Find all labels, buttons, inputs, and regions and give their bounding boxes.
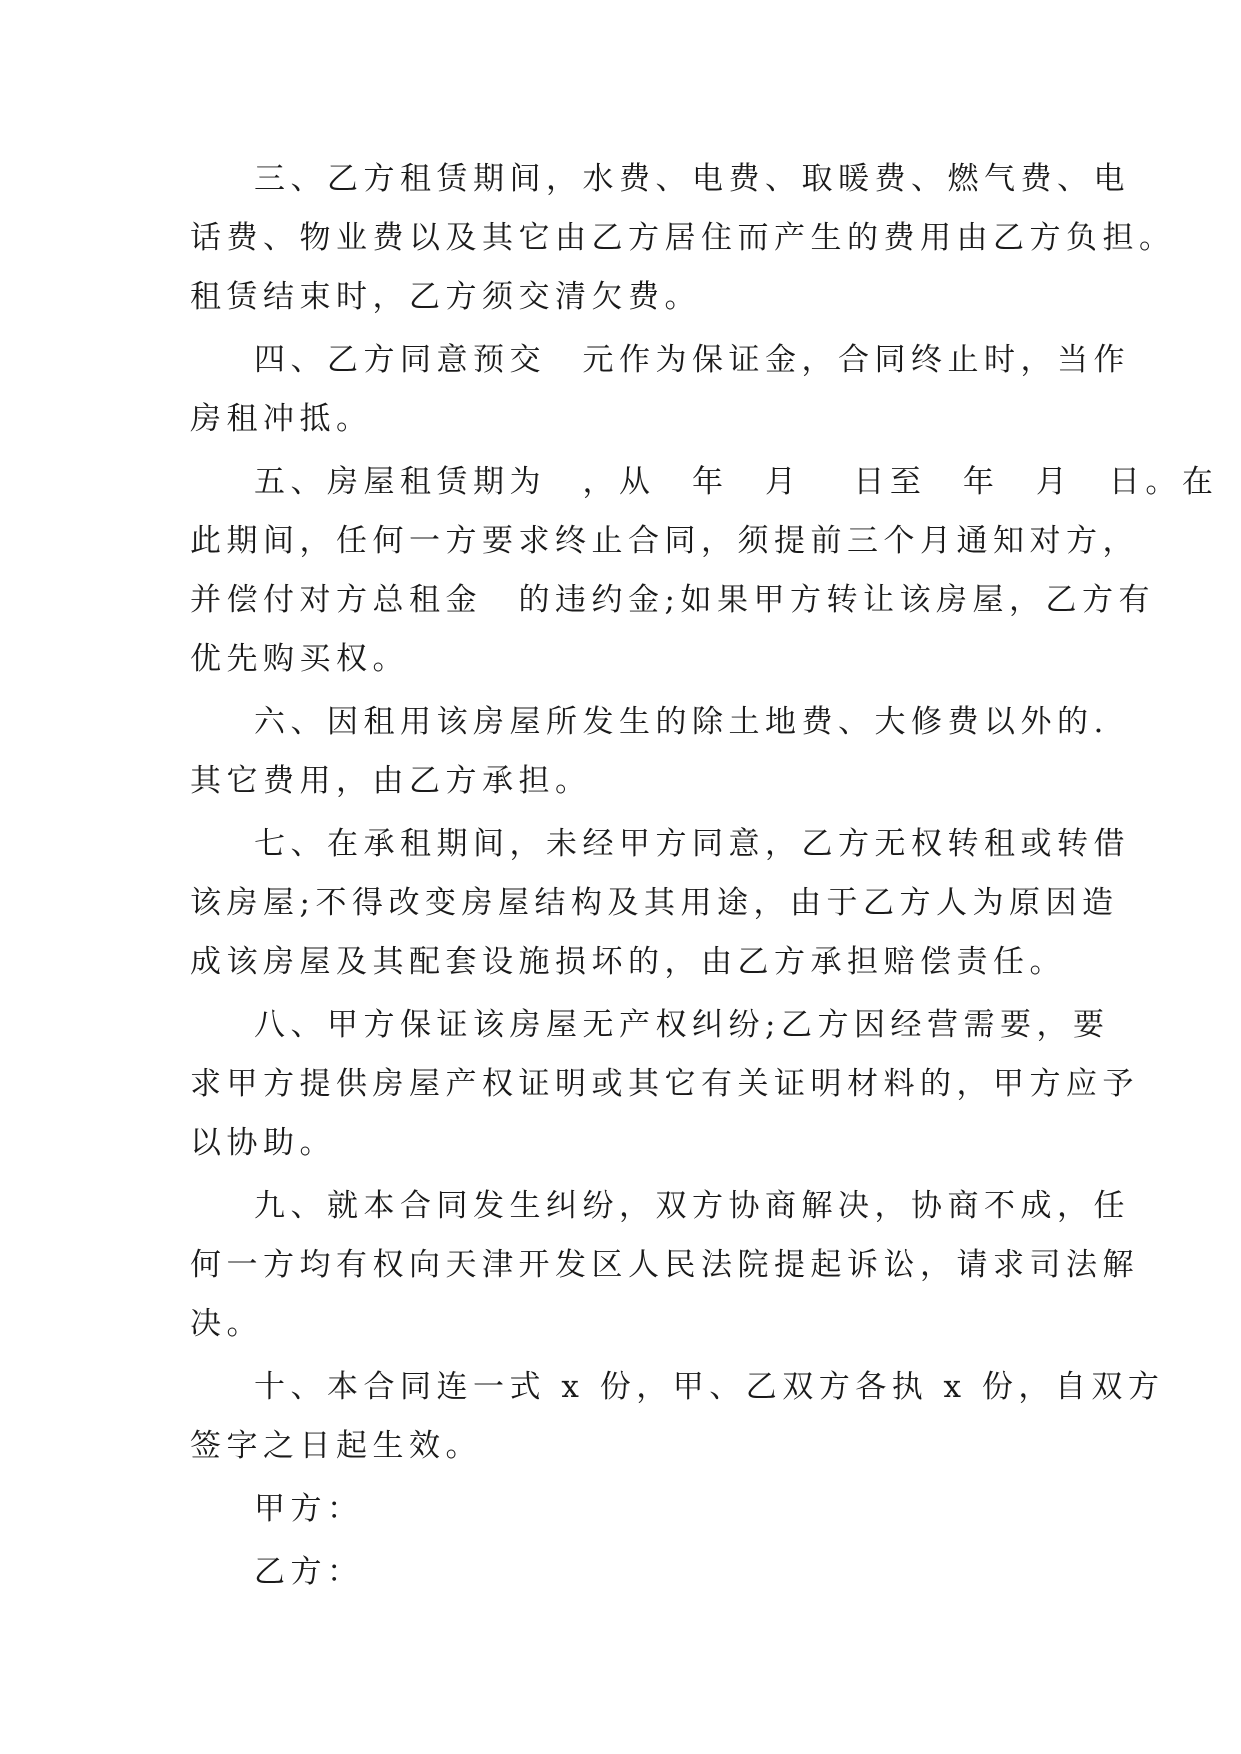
clause-line: 租赁结束时，乙方须交清欠费。 <box>190 279 701 315</box>
contract-page <box>190 150 1219 1606</box>
clause-paragraph <box>190 1358 1165 1476</box>
clause-line: 九、就本合同发生纠纷，双方协商解决，协商不成，任 <box>254 1188 1130 1224</box>
clause-line: 优先购买权。 <box>190 641 409 677</box>
clause-paragraph <box>190 815 1130 992</box>
clause-paragraph <box>190 150 1176 327</box>
clause-paragraph <box>190 453 1219 689</box>
party-b-signature-label: 乙方： <box>254 1554 364 1590</box>
clause-line: 话费、物业费以及其它由乙方居住而产生的费用由乙方负担。 <box>190 220 1176 256</box>
clause-line: 六、因租用该房屋所发生的除土地费、大修费以外的. <box>254 704 1109 740</box>
clause-line: 八、甲方保证该房屋无产权纠纷;乙方因经营需要，要 <box>254 1007 1110 1043</box>
clause-line: 四、乙方同意预交 元作为保证金，合同终止时，当作 <box>254 342 1130 378</box>
clause-paragraph <box>190 1177 1139 1354</box>
clause-line: 七、在承租期间，未经甲方同意，乙方无权转租或转借 <box>254 826 1130 862</box>
clause-line: 求甲方提供房屋产权证明或其它有关证明材料的，甲方应予 <box>190 1066 1139 1102</box>
clause-line: 签字之日起生效。 <box>190 1428 482 1464</box>
clause-paragraph <box>190 996 1139 1173</box>
clause-list <box>190 150 1219 1476</box>
clause-line: 其它费用，由乙方承担。 <box>190 763 592 799</box>
party-a-signature-label: 甲方： <box>254 1491 364 1527</box>
clause-line: 三、乙方租赁期间，水费、电费、取暖费、燃气费、电 <box>254 161 1130 197</box>
clause-line: 决。 <box>190 1306 263 1342</box>
clause-line: 以协助。 <box>190 1125 336 1161</box>
clause-line: 何一方均有权向天津开发区人民法院提起诉讼，请求司法解 <box>190 1247 1139 1283</box>
clause-paragraph <box>190 693 1109 811</box>
clause-line: 十、本合同连一式 x 份，甲、乙双方各执 x 份，自双方 <box>254 1369 1165 1405</box>
clause-line: 成该房屋及其配套设施损坏的，由乙方承担赔偿责任。 <box>190 944 1066 980</box>
clause-line: 五、房屋租赁期为 ，从 年 月 日至 年 月 日。在 <box>254 464 1219 500</box>
clause-line: 房租冲抵。 <box>190 401 373 437</box>
clause-line: 并偿付对方总租金 的违约金;如果甲方转让该房屋，乙方有 <box>190 582 1155 618</box>
clause-line: 此期间，任何一方要求终止合同，须提前三个月通知对方， <box>190 523 1139 559</box>
clause-paragraph <box>190 331 1130 449</box>
clause-line: 该房屋;不得改变房屋结构及其用途，由于乙方人为原因造 <box>190 885 1119 921</box>
